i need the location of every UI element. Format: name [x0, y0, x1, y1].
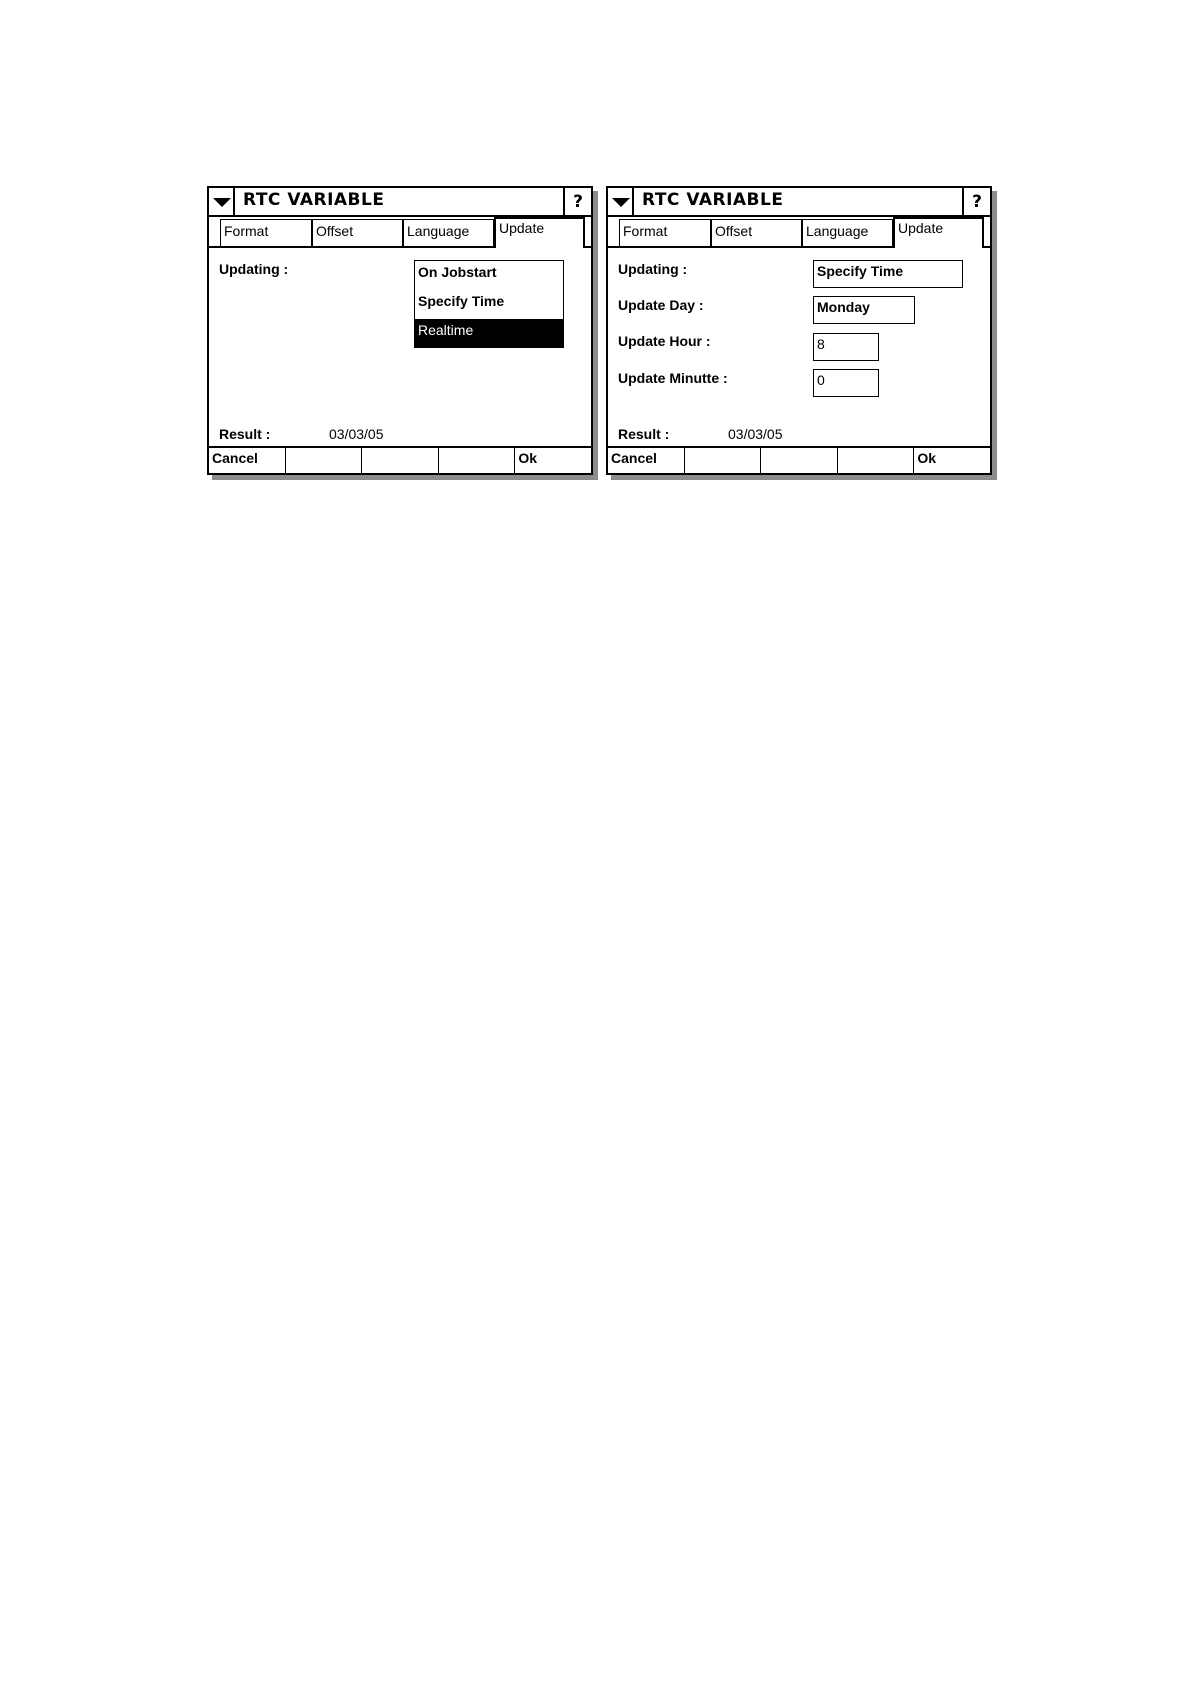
update-minute-label: Update Minutte :: [618, 370, 728, 386]
dialog-title: RTC VARIABLE: [642, 190, 784, 210]
soft-button-4[interactable]: [838, 448, 915, 473]
help-button[interactable]: ?: [962, 188, 990, 215]
tab-language[interactable]: Language: [403, 219, 494, 246]
title-bar: [209, 188, 591, 217]
result-value: 03/03/05: [728, 426, 783, 442]
update-hour-input[interactable]: 8: [813, 333, 879, 361]
result-label: Result :: [618, 426, 670, 442]
soft-button-4[interactable]: [439, 448, 516, 473]
tab-format[interactable]: Format: [619, 219, 711, 246]
updating-dropdown-list[interactable]: [414, 260, 564, 348]
option-realtime-selected[interactable]: Realtime: [415, 319, 563, 347]
tab-offset[interactable]: Offset: [312, 219, 403, 246]
triangle-down-icon: [213, 198, 231, 207]
update-hour-label: Update Hour :: [618, 333, 711, 349]
tab-update[interactable]: Update: [893, 217, 984, 248]
menu-dropdown-button[interactable]: [608, 188, 634, 215]
cancel-button[interactable]: Cancel: [209, 448, 286, 473]
result-label: Result :: [219, 426, 271, 442]
soft-button-2[interactable]: [685, 448, 762, 473]
soft-button-bar: [608, 446, 990, 473]
menu-dropdown-button[interactable]: [209, 188, 235, 215]
soft-button-3[interactable]: [761, 448, 838, 473]
result-value: 03/03/05: [329, 426, 384, 442]
title-bar: [608, 188, 990, 217]
tab-update[interactable]: Update: [494, 217, 585, 248]
updating-label: Updating :: [618, 261, 688, 277]
rtc-variable-dialog-left: [207, 186, 593, 475]
updating-label: Updating :: [219, 261, 289, 277]
rtc-variable-dialog-right: [606, 186, 992, 475]
soft-button-2[interactable]: [286, 448, 363, 473]
tab-format[interactable]: Format: [220, 219, 312, 246]
tab-strip: [608, 217, 990, 247]
option-on-jobstart[interactable]: On Jobstart: [418, 264, 497, 280]
option-specify-time[interactable]: Specify Time: [418, 293, 505, 309]
cancel-button[interactable]: Cancel: [608, 448, 685, 473]
ok-button[interactable]: Ok: [518, 450, 538, 466]
update-day-label: Update Day :: [618, 297, 704, 313]
updating-select[interactable]: Specify Time: [813, 260, 963, 288]
tab-language[interactable]: Language: [802, 219, 893, 246]
soft-button-3[interactable]: [362, 448, 439, 473]
update-day-select[interactable]: Monday: [813, 296, 915, 324]
dialog-title: RTC VARIABLE: [243, 190, 385, 210]
soft-button-bar: [209, 446, 591, 473]
tab-offset[interactable]: Offset: [711, 219, 802, 246]
update-minute-input[interactable]: 0: [813, 369, 879, 397]
ok-button[interactable]: Ok: [917, 450, 937, 466]
tab-strip: [209, 217, 591, 247]
help-button[interactable]: ?: [563, 188, 591, 215]
triangle-down-icon: [612, 198, 630, 207]
